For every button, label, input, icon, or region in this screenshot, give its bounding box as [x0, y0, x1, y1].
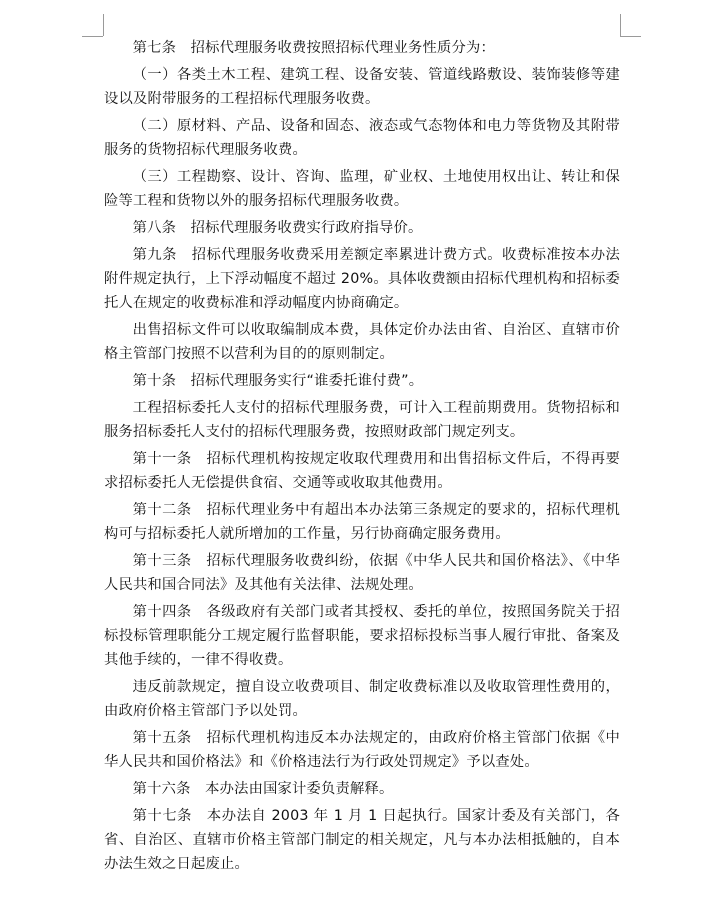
crop-mark-top-left-vertical	[103, 14, 104, 36]
paragraph-item-3: （三）工程勘察、设计、咨询、监理，矿业权、土地使用权出让、转让和保险等工程和货物以外的服务招标代理服务收费。	[104, 169, 620, 209]
crop-mark-top-left-horizontal	[82, 36, 103, 37]
paragraph-article-8: 第八条 招标代理服务收费实行政府指导价。	[132, 220, 423, 236]
crop-mark-top-right-horizontal	[620, 36, 641, 37]
paragraph-article-10-cont: 工程招标委托人支付的招标代理服务费，可计入工程前期费用。货物招标和服务招标委托人支付的招标代理服务费，按照财政部门规定列支。	[104, 400, 620, 440]
paragraph-item-2: （二）原材料、产品、设备和固态、液态或气态物体和电力等货物及其附带服务的货物招标代理服务收费。	[104, 118, 620, 158]
paragraph-article-17: 第十七条 本办法自 2003 年 1 月 1 日起执行。国家计委及有关部门，各省、自治区、直辖市价格主管部门制定的相关规定，凡与本办法相抵触的，自本办法生效之日起废止。	[104, 808, 620, 872]
paragraph-article-7: 第七条 招标代理服务收费按照招标代理业务性质分为：	[132, 40, 496, 56]
paragraph-article-9-cont: 出售招标文件可以收取编制成本费，具体定价办法由省、自治区、直辖市价格主管部门按照不以营利为目的的原则制定。	[104, 322, 620, 362]
paragraph-item-1: （一）各类土木工程、建筑工程、设备安装、管道线路敷设、装饰装修等建设以及附带服务的工程招标代理服务收费。	[104, 67, 620, 107]
paragraph-article-10: 第十条 招标代理服务实行“谁委托谁付费”。	[132, 373, 424, 389]
paragraph-article-12: 第十二条 招标代理业务中有超出本办法第三条规定的要求的，招标代理机构可与招标委托人就所增加的工作量，另行协商确定服务费用。	[104, 502, 620, 542]
paragraph-article-14-cont: 违反前款规定，擅自设立收费项目、制定收费标准以及收取管理性费用的，由政府价格主管部门予以处罚。	[104, 679, 620, 719]
paragraph-article-14: 第十四条 各级政府有关部门或者其授权、委托的单位，按照国务院关于招标投标管理职能分工规定履行监督职能，要求招标投标当事人履行审批、备案及其他手续的，一律不得收费。	[104, 604, 620, 668]
paragraph-article-16: 第十六条 本办法由国家计委负责解释。	[132, 781, 394, 797]
paragraph-article-13: 第十三条 招标代理服务收费纠纷，依据《中华人民共和国价格法》、《中华人民共和国合同法》及其他有关法律、法规处理。	[104, 553, 620, 593]
document-body	[104, 36, 620, 876]
paragraph-article-15: 第十五条 招标代理机构违反本办法规定的，由政府价格主管部门依据《中华人民共和国价格法》和《价格违法行为行政处罚规定》予以查处。	[104, 730, 620, 770]
crop-mark-top-right-vertical	[620, 14, 621, 36]
paragraph-article-11: 第十一条 招标代理机构按规定收取代理费用和出售招标文件后，不得再要求招标委托人无偿提供食宿、交通等或收取其他费用。	[104, 451, 620, 491]
paragraph-article-9: 第九条 招标代理服务收费采用差额定率累进计费方式。收费标准按本办法附件规定执行，上下浮动幅度不超过 20%。具体收费额由招标代理机构和招标委托人在规定的收费标准和浮动幅度内协商确定。	[104, 247, 620, 311]
